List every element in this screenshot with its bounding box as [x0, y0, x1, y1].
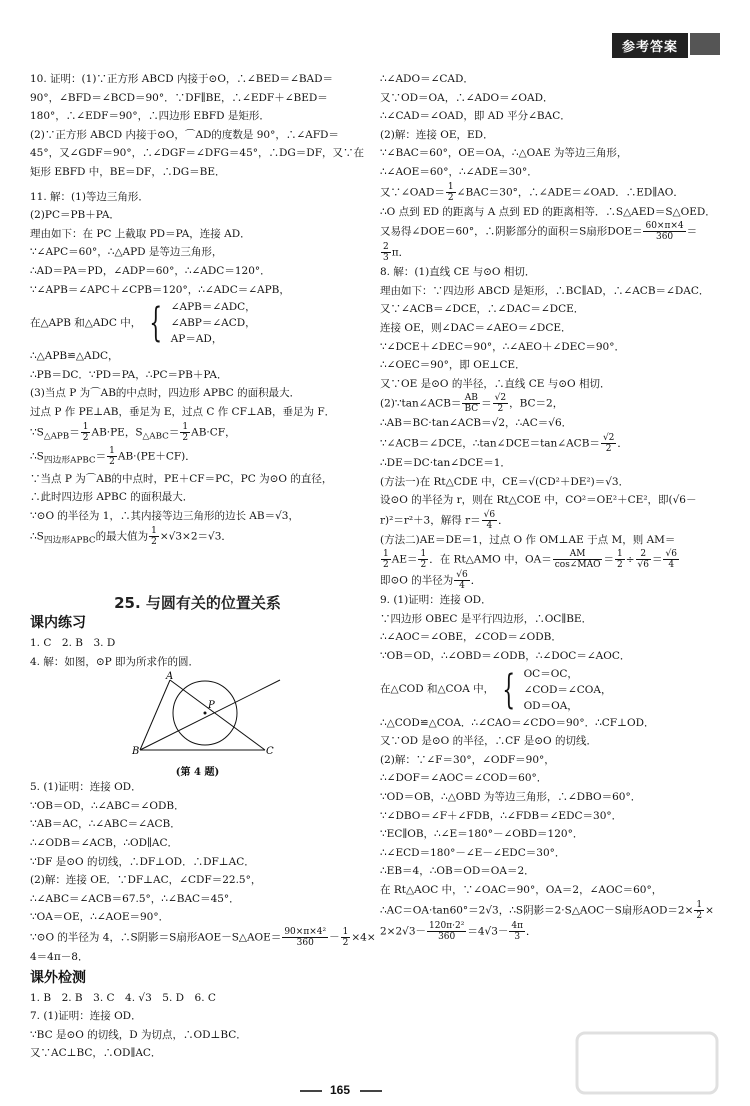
p10-line: 90°，∠BFD＝∠BCD＝90°．∵DF∥BE，∴∠EDF＋∠BED＝ [30, 91, 328, 104]
left-brace-2: { [502, 666, 516, 713]
brace-lead: 在△APB 和△ADC 中， [30, 316, 142, 329]
r10-line: ∴∠DOF＝∠AOC＝∠COD＝60°． [380, 772, 548, 785]
brace1-line: ∠ABP＝∠ACD， [170, 317, 256, 330]
congruence-brace-1 [30, 299, 365, 347]
r8-line: 又∵∠ACB＝∠DCE，∴∠DAC＝∠DCE． [380, 303, 585, 316]
problem-8 [380, 263, 725, 393]
formula-oad: 又∵∠OAD＝ $\frac{1}{2}$ ∠BAC＝30°，∴∠ADE＝∠OAD．∴ED∥AO． [380, 181, 684, 203]
page-number: 165 [330, 1083, 351, 1097]
r10-line: ∴∠ECD＝180°－∠E－∠EDC＝30°． [380, 846, 566, 859]
problem-5 [30, 778, 365, 927]
brace-items [171, 299, 256, 347]
formula-area-apb: $\because S_{\triangle APB}=$ $\frac{1}{2}$ AB·PE，$S_{\triangle ABC}=$ $\frac{1}{2}$ AB·CF， [30, 421, 236, 443]
r1-line: ∴∠AOE＝60°，∴∠ADE＝30°． [380, 165, 538, 178]
radius-conclusion: 即⊙O 的半径为 $\frac{√6}{4}$ ． [380, 570, 482, 592]
distance-note [380, 203, 725, 222]
r9-line: 9. (1)证明：连接 OD． [380, 594, 492, 607]
p11-line: ∵∠APB＝∠APC＋∠CPB＝120°，∴∠ADC＝∠APB， [30, 283, 290, 296]
r4-line: 设⊙O 的半径为 r，则在 Rt△COE 中，CO²＝OE²＋CE²，即(√6－ [380, 494, 697, 507]
p11-line: 理由如下：在 PC 上截取 PD＝PA，连接 AD． [30, 227, 251, 240]
right-column [380, 70, 725, 942]
p10-line: 45°，又∠GDF＝90°，∴∠DGF＝∠DFG＝45°，∴DG＝DF，又∵在 [30, 147, 365, 160]
left-brace: { [149, 300, 163, 347]
formula-shaded-9: ∴AC＝OA·tan60°＝2√3，∴S阴影＝2·S△AOC－S扇形AOD＝2× $\frac{1}{2}$ × [380, 899, 714, 921]
heading-in-class: 课内练习 [30, 615, 86, 631]
brace2-line: OD＝OA， [523, 699, 578, 712]
r8-line: 又∵OE 是⊙O 的半径，∴直线 CE 与⊙O 相切． [380, 377, 611, 390]
page-deco-right [360, 1090, 382, 1092]
p11-line: ∴AD＝PA＝PD，∠ADP＝60°，∴∠ADC＝120°． [30, 264, 271, 277]
r8-line: ∵∠DCE＋∠DEC＝90°，∴∠AEO＋∠DEC＝90°． [380, 340, 625, 353]
p5-line: ∵AB＝AC，∴∠ABC＝∠ACB． [30, 818, 181, 831]
formula-method-two: $\frac{1}{2}$ AE＝ $\frac{1}{2}$ ．在 Rt△AMO 中，OA＝ $\frac{AM}{\text{cos∠MAO}}$ ＝ $\frac{1}{2}$ ÷ $\frac{2}{√6}$ ＝ $\frac{√6}{4}$ [383, 549, 677, 571]
label-c: C [266, 746, 274, 758]
p10-line: (2)∵正方形 ABCD 内接于⊙O，⌒AD的度数是 90°，∴∠AFD＝ [30, 128, 339, 141]
in-class-q4: 4. 解：如图，⊙P 即为所求作的圆． [30, 655, 200, 668]
r5-line: (方法二)AE＝DE＝1，过点 O 作 OM⊥AE 于点 M，则 AM＝ [380, 533, 676, 546]
r10-line: ∵∠DBO＝∠F＋∠FDB，∴∠FDB＝∠EDC＝30°． [380, 809, 623, 822]
formula-shaded-area: ∵⊙O 的半径为 4，∴S阴影＝S扇形AOE－S△AOE＝ $\frac{\text{90×π×4²}}{360}$ － $\frac{1}{2}$ ×4× [30, 926, 376, 948]
page-deco-left [300, 1090, 322, 1092]
problem-9 [380, 591, 725, 665]
r9-line: ∴∠AOC＝∠OBE，∠COD＝∠ODB． [380, 631, 562, 644]
p5-line: ∵DF 是⊙O 的切线，∴DF⊥OD．∴DF⊥AC． [30, 855, 255, 868]
p11c-line: ∴此时四边形 APBC 的面积最大． [30, 491, 194, 504]
label-a: A [166, 671, 174, 683]
formula-max-area: $\therefore S_{四边形APBC}$的最大值为 $\frac{1}{2}$ ×√3×2＝√3． [30, 525, 232, 547]
brace1-line: AP＝AD， [170, 333, 223, 346]
p11-line: ∵∠APC＝60°，∴△APD 是等边三角形， [30, 246, 223, 259]
figure-caption: (第 4 题) [175, 767, 220, 779]
r2-line: ∴O 点到 ED 的距离与 A 点到 ED 的距离相等．∴S△AED＝S△OED． [380, 205, 716, 218]
label-b: B [132, 746, 140, 758]
side-ba [140, 680, 170, 750]
r10-line: ∴EB＝4，∴OB＝OD＝OA＝2． [380, 865, 535, 878]
brace-items-2 [524, 666, 612, 714]
badge-decoration [690, 33, 720, 55]
r1-line: ∴∠CAD＝∠OAD，即 AD 平分∠BAC． [380, 110, 571, 123]
section-title: 25. 与圆有关的位置关系 [114, 594, 281, 612]
p11-line: 11. 解：(1)等边三角形． [30, 190, 149, 203]
after-class-answers: 1. B 2. B 3. C 4. √3 5. D 6. C [30, 991, 216, 1004]
watermark-logo [572, 1028, 722, 1098]
in-class-answers: 1. C 2. B 3. D [30, 637, 116, 649]
r3-line: ∴AB＝BC·tan∠ACB＝√2，∴AC＝√6． [380, 417, 573, 430]
ab-value [380, 414, 725, 433]
p5-line: ∴∠ODB＝∠ACB，∴OD∥AC． [30, 836, 179, 849]
label-p: P [208, 700, 215, 712]
brace2-line: OC＝OC， [523, 667, 578, 680]
left-column-lower [30, 612, 376, 1063]
r8-line: 8. 解：(1)直线 CE 与⊙O 相切． [380, 266, 536, 279]
center-p [204, 712, 207, 715]
formula-result: 4＝4π－8． [30, 950, 89, 963]
formula-tan: (2)∵tan∠ACB＝ $\frac{AB}{BC}$ ＝ $\frac{√2}{2}$ ，BC＝2， [380, 393, 564, 415]
brace1-line: ∠APB＝∠ADC， [170, 301, 256, 314]
figure-q4 [30, 671, 365, 779]
problem-11-end [30, 470, 365, 526]
r4-line: ∴DE＝DC·tan∠DCE＝1． [380, 456, 511, 469]
r1-line: 又∵OD＝OA，∴∠ADO＝∠OAD． [380, 91, 554, 104]
brace-lead-2: 在△COD 和△COA 中， [380, 683, 495, 696]
p10-line: 矩形 EBFD 中，BE＝DF，∴DG＝BE． [30, 165, 226, 178]
formula-final: 2×2√3－ $\frac{\text{120π·2²}}{360}$ ＝4√3－ $\frac{4\pi}{3}$ ． [380, 920, 537, 942]
p11b-line: (3)当点 P 为⌒AB的中点时，四边形 APBC 的面积最大． [30, 387, 301, 400]
p7-line: ∵BC 是⊙O 的切线，D 为切点，∴OD⊥BC． [30, 1028, 247, 1041]
p10-line: 10. 证明：(1)∵正方形 ABCD 内接于⊙O，∴∠BED＝∠BAD＝ [30, 73, 334, 85]
r8-line: 连接 OE，则∠DAC＝∠AEO＝∠DCE． [380, 321, 572, 334]
p7-line: 又∵AC⊥BC，∴OD∥AC． [30, 1047, 162, 1060]
r10-line: 在 Rt△AOC 中，∵∠OAC＝90°，OA＝2，∠AOC＝60°， [380, 884, 663, 896]
r1-line: (2)解：连接 OE，ED． [380, 128, 494, 141]
p5-line: (2)解：连接 OE．∵DF⊥AC，∠CDF＝22.5°， [30, 874, 262, 887]
r1-line: ∵∠BAC＝60°，OE＝OA，∴△OAE 为等边三角形， [380, 147, 628, 160]
problem-9-cont [380, 714, 725, 900]
r10-line: 又∵OD 是⊙O 的半径，∴CF 是⊙O 的切线． [380, 735, 598, 748]
method-one [380, 454, 725, 510]
p11b-line: 过点 P 作 PE⊥AB，垂足为 E，过点 C 作 CF⊥AB，垂足为 F． [30, 405, 336, 418]
p11-line: (2)PC＝PB＋PA． [30, 209, 120, 222]
r8-line: ∴∠OEC＝90°，即 OE⊥CE． [380, 359, 526, 372]
p5-line: ∵OB＝OD，∴∠ABC＝∠ODB． [30, 799, 185, 812]
p7-line: 7. (1)证明：连接 OD． [30, 1010, 142, 1023]
heading-after-class: 课外检测 [30, 969, 86, 986]
answer-key-badge: 参考答案 [612, 33, 688, 58]
formula-radius: r)²＝r²＋3，解得 r＝ $\frac{√6}{4}$ ． [380, 509, 509, 531]
r9-line: ∵OB＝OD，∴∠OBD＝∠ODB，∴∠DOC＝∠AOC． [380, 650, 631, 663]
bisector-line [140, 680, 280, 750]
formula-sector: 又易得∠DOE＝60°，∴阴影部分的面积＝S扇形DOE＝ $\frac{60\times\pi\times 4}{360}$ ＝ [380, 221, 698, 243]
problem-7-cont [380, 70, 725, 182]
formula-area-quad: $\therefore S_{四边形APBC}=$ $\frac{1}{2}$ AB·(PE＋CF)． [30, 445, 196, 467]
side-ac [170, 680, 265, 750]
r8-line: 理由如下：∵四边形 ABCD 是矩形，∴BC∥AD，∴∠ACB＝∠DAC． [380, 284, 710, 297]
problem-11-cont [30, 347, 365, 421]
p11b-line: ∴△APB≌△ADC， [30, 350, 119, 363]
r10-line: ∴△COD≌△COA．∴∠CAO＝∠CDO＝90°．∴CF⊥OD． [380, 716, 655, 729]
p5-line: ∴∠ABC＝∠ACB＝67.5°，∴∠BAC＝45°． [30, 892, 240, 905]
tangent-circle-diagram [130, 671, 290, 758]
method-two [380, 531, 725, 550]
p11b-line: ∴PB＝DC．∵PD＝PA，∴PC＝PB＋PA． [30, 368, 228, 381]
left-column [30, 70, 365, 550]
r1-line: ∴∠ADO＝∠CAD． [380, 73, 474, 85]
p11c-line: ∵当点 P 为⌒AB的中点时，PE＋CF＝PC，PC 为⊙O 的直径， [30, 472, 333, 485]
problem-11 [30, 188, 365, 300]
problem-10 [30, 70, 365, 182]
p11c-line: ∵⊙O 的半径为 1，∴其内接等边三角形的边长 AB＝√3， [30, 510, 299, 523]
formula-tan-dce: ∵∠ACB＝∠DCE，∴tan∠DCE＝tan∠ACB＝ $\frac{√2}{2}$ ． [380, 432, 628, 454]
r10-line: ∵EC∥OB，∴∠E＝180°－∠OBD＝120°． [380, 828, 584, 841]
r4-line: (方法一)在 Rt△CDE 中，CE＝√(CD²＋DE²)＝√3． [380, 475, 630, 488]
problem-7 [30, 1007, 365, 1063]
r9-line: ∵四边形 OBEC 是平行四边形，∴OC∥BE． [380, 612, 593, 625]
r10-line: (2)解：∵∠F＝30°，∠ODF＝90°， [380, 753, 555, 766]
brace2-line: ∠COD＝∠COA， [523, 683, 612, 696]
p5-line: ∵OA＝OE，∴∠AOE＝90°． [30, 911, 170, 924]
p5-line: 5. (1)证明：连接 OD． [30, 781, 142, 794]
formula-sector-result: $\frac{2}{3}$ π． [383, 242, 410, 264]
p10-line: 180°，∴∠EDF＝90°，∴四边形 EBFD 是矩形． [30, 110, 270, 123]
congruence-brace-2 [380, 666, 725, 714]
r10-line: ∵OD＝OB，∴△OBD 为等边三角形，∴∠DBO＝60°． [380, 791, 642, 804]
